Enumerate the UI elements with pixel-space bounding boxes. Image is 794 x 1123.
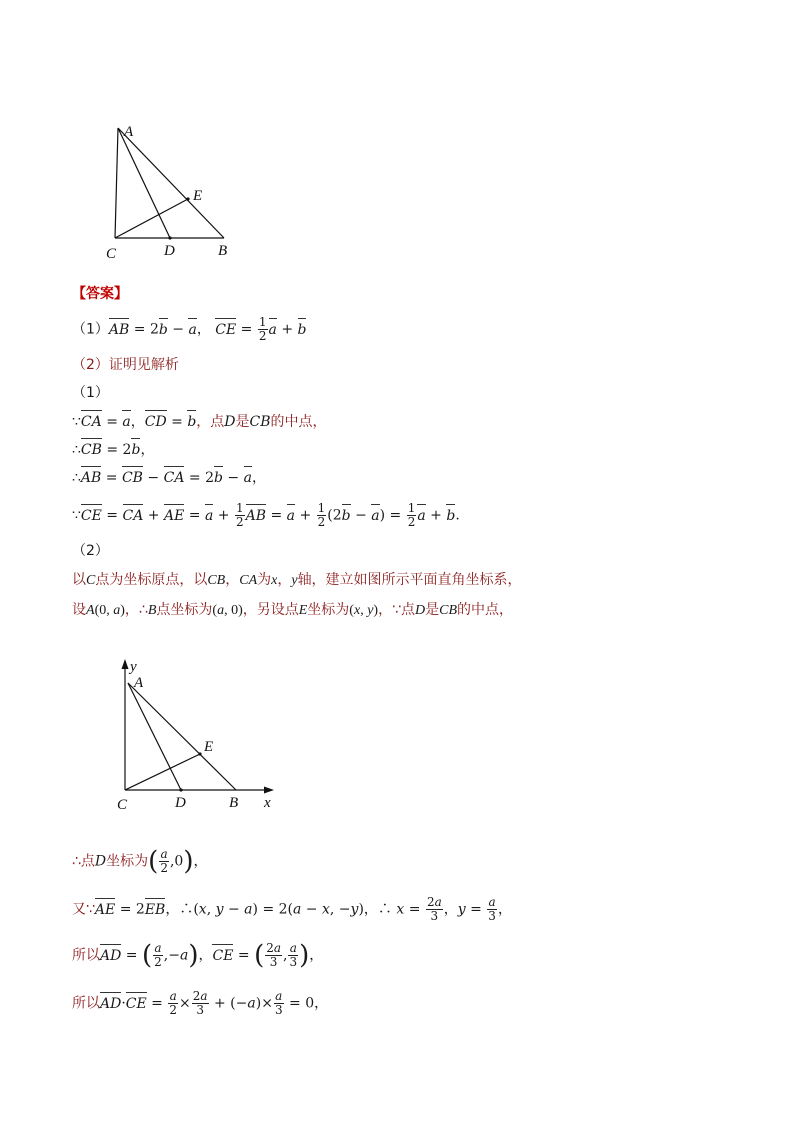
solution-part2-label	[72, 541, 109, 561]
solution-line-3: ∴AB = CB − CA = 2b − a，	[72, 470, 266, 486]
text-is: 是	[235, 414, 250, 430]
label-d-2: D	[175, 795, 186, 811]
solution-line-4: ∵CE = CA + AE = a + $\frac{1}{2}$ AB = a + $\frac{1}{2}$ (2b − a) = $\frac{1}{2}$ a + b.	[72, 501, 460, 529]
text-therefore-point: ∴点	[72, 853, 95, 870]
solution-line-7: ∴点D坐标为( $\frac{a}{2}$ ,0)，	[72, 846, 208, 877]
solution-line-8: 又∵AE = 2EB，∴(x, y − a) = 2(a − x, −y)，∴ x = $\frac{2a}{3}$ ，y = $\frac{a}{3}$ ，	[72, 895, 512, 923]
segment-ad	[118, 128, 170, 238]
text-midpoint-2: 的中点，	[457, 602, 514, 618]
label-b: B	[218, 243, 228, 259]
part1-label: （1）	[72, 321, 109, 338]
text-coord-is: 点坐标为	[156, 602, 213, 618]
text-because-point: ，∵点	[378, 602, 415, 618]
coordinate-figure	[110, 655, 290, 815]
therefore-symbol-2: ∴	[72, 470, 81, 486]
solution-part1-label	[72, 383, 109, 403]
answer-label-line	[72, 284, 128, 304]
part2-text: 证明见解析	[108, 357, 179, 373]
text-so: 所以	[72, 947, 100, 964]
solution-line-2: ∴CB = 2b，	[72, 442, 155, 458]
triangle-figure	[100, 118, 260, 268]
label-a: A	[124, 124, 134, 140]
end-comma: ，	[314, 995, 329, 1012]
therefore-symbol: ∴	[72, 442, 81, 458]
sol1-label: （1）	[72, 385, 109, 401]
text-take: 以	[72, 572, 86, 588]
label-b-2: B	[229, 795, 239, 811]
text-origin: 点为坐标原点，以	[95, 572, 208, 588]
text-point: ，点	[196, 414, 225, 430]
solution-line-10: 所以AD·CE = $\frac{a}{2}$ × $\frac{2a}{3}$ + (−a)× $\frac{a}{3}$ = 0，	[72, 989, 329, 1017]
label-x: x	[264, 795, 271, 811]
segment-ab-2	[128, 683, 236, 790]
label-e-2: E	[204, 739, 214, 755]
text-and-because: 又∵	[72, 901, 95, 918]
label-y: y	[130, 659, 137, 675]
answer-part2	[72, 355, 179, 375]
answer-part1: （1）AB = 2b − a， CE = $\frac{1}{2}$ a + b	[72, 315, 307, 343]
label-d: D	[164, 243, 175, 259]
label-c: C	[106, 246, 117, 262]
segment-ab	[118, 128, 224, 238]
segment-ce	[115, 199, 188, 238]
text-as: 为	[257, 572, 272, 588]
text-another: ，另设点	[242, 602, 299, 618]
segment-ca	[115, 128, 118, 238]
sol2-label: （2）	[72, 543, 109, 559]
label-a-2: A	[134, 675, 144, 691]
label-c-2: C	[117, 797, 128, 813]
because-symbol: ∵	[72, 414, 81, 430]
segment-ce-2	[125, 754, 200, 790]
text-midpoint: 的中点，	[270, 414, 327, 430]
solution-line-9: 所以AD = ( $\frac{a}{2}$ ,−a)，CE = ( $\frac{2a}{3}$ , $\frac{a}{3}$ )，	[72, 940, 324, 971]
part2-label: （2）	[72, 357, 109, 373]
text-so-2: 所以	[72, 995, 100, 1012]
text-let: 设	[72, 602, 86, 618]
answer-label: 【答案】	[72, 286, 128, 302]
text-coord-is-2: 坐标为	[106, 853, 149, 870]
text-axis: 轴，建立如图所示平面直角坐标系，	[297, 572, 522, 588]
segment-ad-2	[128, 683, 181, 790]
because-symbol-2: ∵	[72, 507, 81, 524]
solution-line-6: 设A(0, a)，∴B点坐标为(a, 0)，另设点E坐标为(x, y)，∵点D是CB的中点，	[72, 602, 514, 618]
solution-line-5: 以C点为坐标原点，以CB，CA为x，y轴，建立如图所示平面直角坐标系，	[72, 572, 522, 588]
text-is-2: 是	[425, 602, 440, 618]
label-e: E	[193, 188, 203, 204]
text-coord: 坐标为	[307, 602, 350, 618]
solution-line-1: ∵CA = a，CD = b，点D是CB的中点，	[72, 414, 327, 430]
